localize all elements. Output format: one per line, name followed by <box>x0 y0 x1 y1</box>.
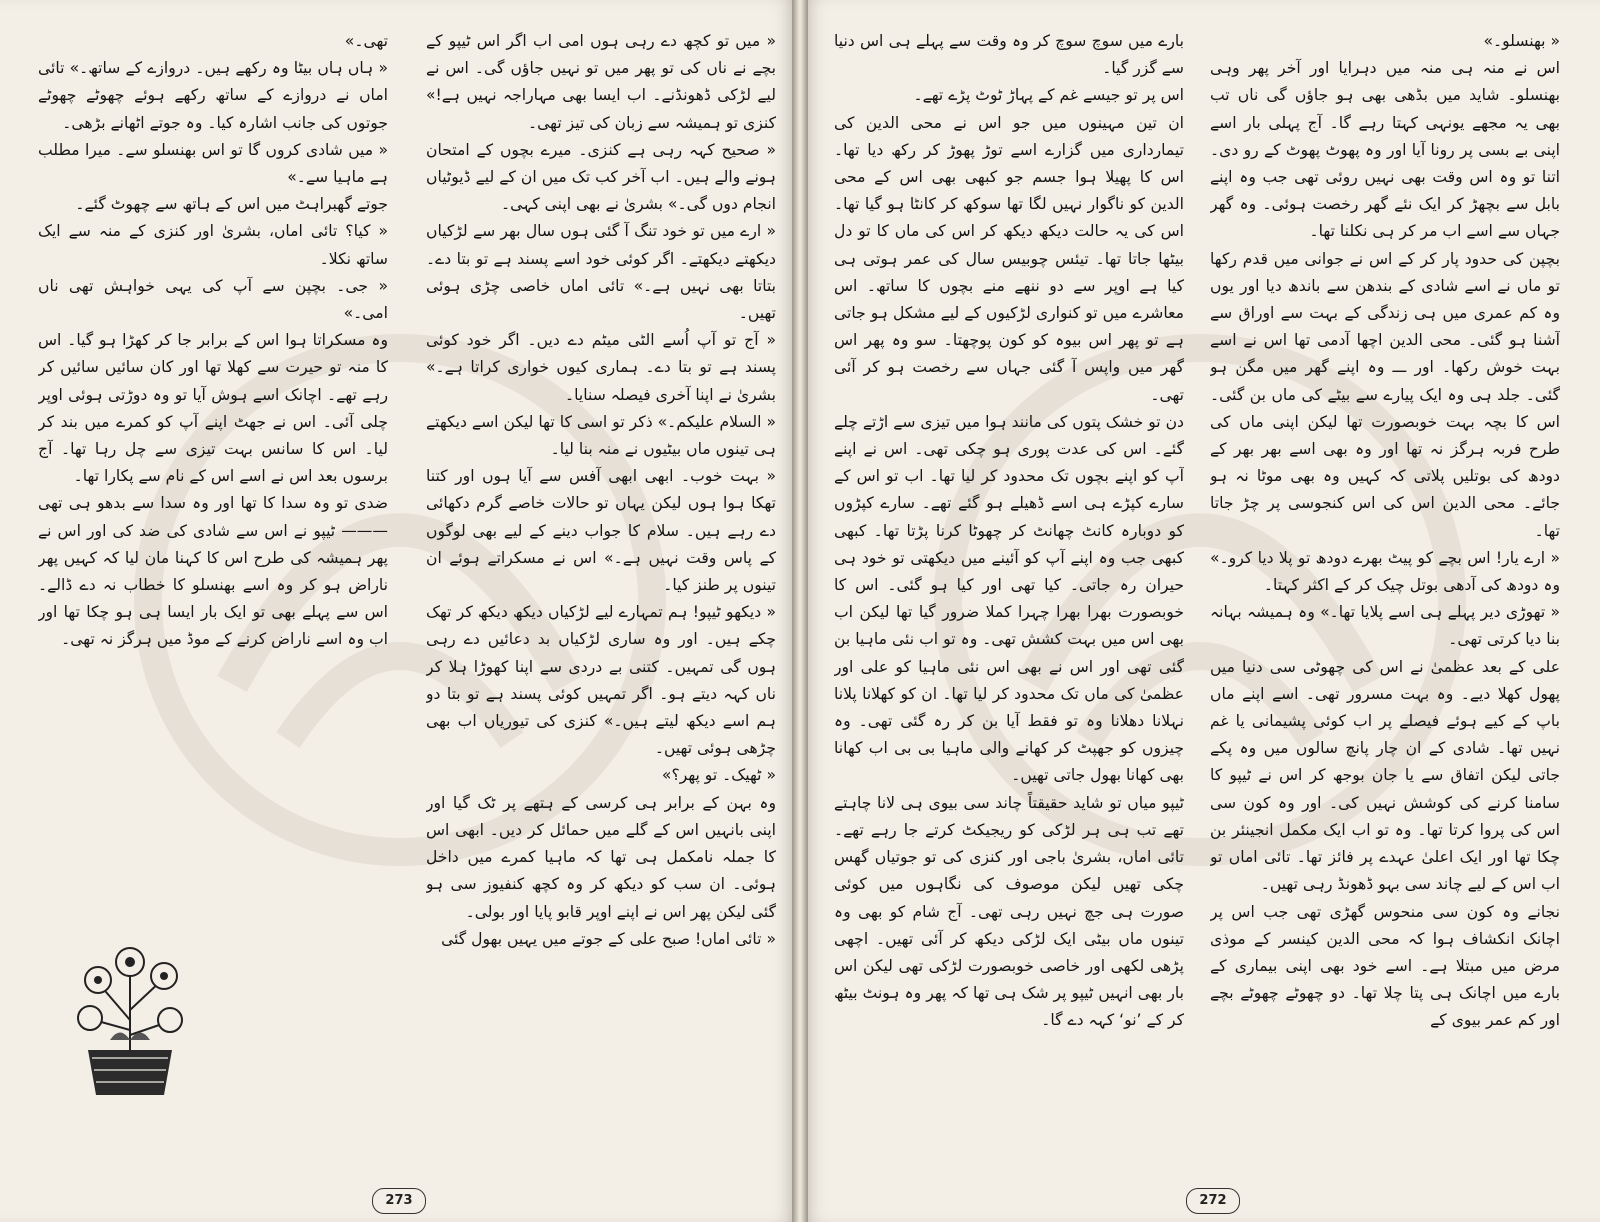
paragraph: « دیکھو ٹیپو! ہم تمہارے لیے لڑکیاں دیکھ دیکھ کر تھک چکے ہیں۔ اور وہ ساری لڑکیاں بد دعائیں دے رہی ہوں گی تمہیں۔ کتنی بے دردی سے اپنا کھوڑا ہلا کر ناں کہہ دیتے ہو۔ اگر تمہیں کوئی پسند ہے تو بتا دو ہم اسے دیکھ لیتے ہیں۔» کنزی کی تیوریاں اب بھی چڑھی ہوئی تھیں۔ <box>426 603 776 758</box>
left-page-column-left <box>38 28 388 848</box>
paragraph: نجانے وہ کون سی منحوس گھڑی تھی جب اس پر اچانک انکشاف ہوا کہ محی الدین کینسر کے موذی مرض میں مبتلا ہے۔ اسے خود بھی اپنی بیماری کے بارے میں اچانک ہی پتا چلا تھا۔ دو چھوٹے چھوٹے بچے اور کم عمر بیوی کے <box>1210 902 1560 1030</box>
page-number: 272 <box>1186 1188 1240 1214</box>
paragraph: « ارے یار! اس بچے کو پیٹ بھرے دودھ تو پلا دیا کرو۔» وہ دودھ کی آدھی بوتل چیک کر کے اکثر کہتا۔ <box>1210 548 1560 595</box>
paragraph: « بھنسلو۔» <box>1483 32 1560 50</box>
paragraph: « السلام علیکم۔» ذکر تو اسی کا تھا لیکن اسے دیکھتے ہی تینوں ماں بیٹیوں نے منہ بنا لیا۔ <box>426 412 776 459</box>
paragraph: علی کے بعد عظمیٰ نے اس کی چھوٹی سی دنیا میں پھول کھلا دیے۔ وہ بہت مسرور تھی۔ اسے اپنے ماں باپ کے کیے ہوئے فیصلے پر اب کوئی پشیمانی یا غم نہیں تھا۔ شادی کے ان چار پانچ سالوں میں وہ پکے جاتی لیکن اتفاق سے یا جان بوجھ کر اس نے ٹیپو کا سامنا کرنے کی کوشش نہیں کی۔ اور وہ کون سی اس کی پروا کرتا تھا۔ وہ تو اب ایک مکمل انجینئر بن چکا تھا اور ایک اعلیٰ عہدے پر فائز تھا۔ تائی اماں تو اب اس کے لیے چاند سی بہو ڈھونڈ رہی تھیں۔ <box>1210 657 1560 894</box>
paragraph: ٹیپو میاں تو شاید حقیقتاً چاند سی بیوی ہی لانا چاہتے تھے تب ہی ہر لڑکی کو ریجیکٹ کرتے جا رہے تھے۔ تائی اماں، بشریٰ باجی اور کنزی کی تو جوتیاں گھس چکی تھیں لیکن موصوف کی نگاہوں میں کوئی صورت ہی جچ نہیں رہی تھی۔ آج شام کو بھی وہ تینوں ماں بیٹی ایک لڑکی دیکھ کر آئی تھیں۔ اچھی پڑھی لکھی اور خاصی خوبصورت لڑکی تھی لیکن اس بار بھی انہیں ٹیپو پر شک ہی تھا کہ پھر وہ ہونٹ بیٹھ کر کے ’نو‘ کہہ دے گا۔ <box>834 793 1184 1030</box>
paragraph: « میں تو کچھ دے رہی ہوں امی اب اگر اس ٹیپو کے بچے نے ناں کی تو پھر میں تو نہیں جاؤں گی۔ اس نے لیے لڑکی ڈھونڈنے۔ اب ایسا بھی مہاراجہ نہیں ہے!» کنزی تو ہمیشہ سے زبان کی تیز تھی۔ <box>426 32 776 132</box>
paragraph: ان تین مہینوں میں جو اس نے محی الدین کی تیمارداری میں گزارے اسے توڑ پھوڑ کر رکھ دیا تھا۔ اس کا پھیلا ہوا جسم جو کبھی بھی اس کے محی الدین کو ناگوار نہیں لگا تھا سوکھ کر کانٹا ہو گیا تھا۔ اس کی یہ حالت دیکھ دیکھ کر اس کی ماں کا تو دل بیٹھا جاتا تھا۔ تیئس چوبیس سال کی عمر ہوتی ہی کیا ہے اوپر سے دو ننھے منے بچوں کا ساتھ۔ اس معاشرے میں تو کنواری لڑکیوں کے لیے مشکل ہو جاتی ہے تو پھر اس بیوہ کو کون پوچھتا۔ سو وہ پھر اس گھر میں واپس آ گئی جہاں سے رخصت ہو کر آئی تھی۔ <box>834 113 1184 404</box>
paragraph: « میں شادی کروں گا تو اس بھنسلو سے۔ میرا مطلب ہے ماہیا سے۔» <box>38 140 388 187</box>
paragraph: وہ بہن کے برابر ہی کرسی کے ہتھے پر ٹک گیا اور اپنی بانہیں اس کے گلے میں حمائل کر دیں۔ ابھی اس کا جملہ نامکمل ہی تھا کہ ماہیا کمرے میں داخل ہوئی۔ ان سب کو دیکھ کر وہ کچھ کنفیوز سی ہو گئی لیکن پھر اس نے اپنے اوپر قابو پایا اور بولی۔ <box>426 793 776 921</box>
paragraph: « جی۔ بچپن سے آپ کی یہی خواہش تھی ناں امی۔» <box>38 276 388 323</box>
paragraph: « آج تو آپ اُسے الٹی میٹم دے دیں۔ اگر خود کوئی پسند ہے تو بتا دے۔ ہماری کیوں خواری کراتا ہے۔» بشریٰ نے اپنا آخری فیصلہ سنایا۔ <box>426 331 776 404</box>
paragraph: « ہاں ہاں بیٹا وہ رکھے ہیں۔ دروازے کے ساتھ۔» تائی اماں نے دروازے کے ساتھ رکھے ہوئے چھوٹے چھوٹے جوتوں کی جانب اشارہ کیا۔ وہ جوتے اٹھانے بڑھی۔ <box>38 59 388 132</box>
right-page-column-left <box>834 28 1184 1168</box>
paragraph: « صحیح کہہ رہی ہے کنزی۔ میرے بچوں کے امتحان ہونے والے ہیں۔ اب آخر کب تک میں ان کے لیے ڈیوٹیاں انجام دوں گی۔» بشریٰ نے بھی اپنی کہی۔ <box>426 140 776 214</box>
paragraph: وہ مسکراتا ہوا اس کے برابر جا کر کھڑا ہو گیا۔ اس کا منہ تو حیرت سے کھلا تھا اور کان سائیں سائیں کر رہے تھے۔ اچانک اسے ہوش آیا تو وہ دوڑتی ہوئی اوپر چلی آئی۔ اس نے جھٹ اپنے آپ کو کمرے میں بند کر لیا۔ اس کا سانس بہت تیزی سے چل رہا تھا۔ آج برسوں بعد اس نے اسے اس کے نام سے پکارا تھا۔ <box>38 331 388 486</box>
paragraph: بارے میں سوچ سوچ کر وہ وقت سے پہلے ہی اس دنیا سے گزر گیا۔ <box>834 32 1184 78</box>
paragraph: ضدی تو وہ سدا کا تھا اور وہ سدا سے بدھو ہی تھی ——— ٹیپو نے اس سے شادی کی ضد کی اور اس نے پھر ہمیشہ کی طرح اس کا کہنا مان لیا کہ کہیں پھر ناراض ہو کر وہ اسے بھنسلو کا خطاب نہ دے ڈالے۔ اس سے پہلے بھی تو ایک بار ایسا ہی ہو چکا تھا اور اب وہ اسے ناراض کرنے کے موڈ میں ہرگز نہ تھی۔ <box>38 494 388 649</box>
right-page <box>800 0 1600 1222</box>
right-page-column-right <box>1210 28 1560 1168</box>
paragraph: « تھوڑی دیر پہلے ہی اسے پلایا تھا۔» وہ ہمیشہ بہانہ بنا دیا کرتی تھی۔ <box>1210 603 1560 649</box>
paragraph: « ٹھیک۔ تو پھر؟» <box>661 766 776 785</box>
paragraph: « کیا؟ تائی اماں، بشریٰ اور کنزی کے منہ سے ایک ساتھ نکلا۔ <box>38 222 388 268</box>
paragraph: « بہت خوب۔ ابھی ابھی آفس سے آیا ہوں اور کتنا تھکا ہوا ہوں لیکن یہاں تو حالات خاصے گرم دکھائی دے رہے ہیں۔ سلام کا جواب دینے کے لیے بھی لوگوں کے پاس وقت نہیں ہے۔» اس نے مسکراتے ہوئے ان تینوں پر طنز کیا۔ <box>426 467 776 595</box>
page-number: 273 <box>372 1188 426 1214</box>
book-gutter <box>792 0 808 1222</box>
paragraph: « تائی اماں! صبح علی کے جوتے میں یہیں بھول گئی <box>441 929 776 948</box>
flower-pot-illustration <box>70 930 190 1100</box>
paragraph: اس پر تو جیسے غم کے پہاڑ ٹوٹ پڑے تھے۔ <box>913 86 1184 105</box>
paragraph: دن تو خشک پتوں کی مانند ہوا میں تیزی سے اڑتے چلے گئے۔ اس کی عدت پوری ہو چکی تھی۔ اس نے اپنے آپ کو اپنے بچوں تک محدود کر لیا تھا۔ اب تو اس کے سارے کپڑے ہی اسے ڈھیلے ہو گئے تھے۔ سارے کپڑوں کو دوبارہ کانٹ چھانٹ کر چھوٹا کرنا پڑتا تھا۔ کبھی کبھی جب وہ اپنے آپ کو آئینے میں دیکھتی تو خود ہی حیران رہ جاتی۔ کیا تھی اور کیا ہو گئی۔ اس کا خوبصورت بھرا بھرا چہرا کملا ضرور گیا تھا لیکن اب بھی اس میں بہت کشش تھی۔ وہ تو اب نئی ماہیا بن گئی تھی اور اس نے بھی اس نئی ماہیا کو علی اور عظمیٰ کی ماں تک محدود کر لیا تھا۔ ان کو کھلانا پلانا نہلانا دھلانا وہ تو فقط آیا بن کر رہ گئی تھی۔ وہ چیزوں کو جھپٹ کر کھانے والی ماہیا بی بی اب کھانا بھی کھانا بھول جاتی تھیں۔ <box>834 412 1184 785</box>
paragraph: اس نے منہ ہی منہ میں دہرایا اور آخر پھر وہی بھنسلو۔ شاید میں بڈھی بھی ہو جاؤں گی ناں تب بھی یہ مجھے یونہی کہتا رہے گا۔ آج پہلی بار اسے اپنی بے بسی پر رونا آیا اور وہ پھوٹ پھوٹ کے رو دی۔ اتنا تو وہ اس وقت بھی نہیں روئی تھی جب وہ اپنے بابل سے بچھڑ کر ایک نئے گھر رخصت ہوئی۔ وہ گھر جہاں سے اسے اب مر کر ہی نکلنا تھا۔ <box>1210 59 1560 241</box>
paragraph: بچپن کی حدود پار کر کے اس نے جوانی میں قدم رکھا تو ماں نے اسے شادی کے بندھن سے باندھ دیا اور یوں وہ کم عمری میں ہی زندگی کے بہت سے اوراق سے آشنا ہو گئی۔ محی الدین اچھا آدمی تھا اس نے اسے بہت خوش رکھا۔ اور ـــ وہ اپنے گھر میں مگن ہو گئی۔ جلد ہی وہ ایک پیارے سے بیٹے کی ماں بن گئی۔ اس کا بچہ بہت خوبصورت تھا لیکن اپنی ماں کی طرح فربہ ہرگز نہ تھا اور وہ بھی اسے بھر بھر کے دودھ کی بوتلیں پلاتی کہ کہیں وہ بھی موٹا نہ ہو جائے۔ محی الدین اس کی اس کنجوسی پر چڑ جاتا تھا۔ <box>1210 249 1560 540</box>
paragraph: تھی۔» <box>344 32 388 50</box>
left-page-column-right <box>426 28 776 1168</box>
paragraph: « ارے میں تو خود تنگ آ گئی ہوں سال بھر سے لڑکیاں دیکھتے دیکھتے۔ اگر کوئی خود اسے پسند ہے تو بتا دے۔ بتاتا بھی نہیں ہے۔» تائی اماں خاصی چڑی ہوئی تھیں۔ <box>426 222 776 323</box>
paragraph: جوتے گھبراہٹ میں اس کے ہاتھ سے چھوٹ گئے۔ <box>75 195 388 214</box>
